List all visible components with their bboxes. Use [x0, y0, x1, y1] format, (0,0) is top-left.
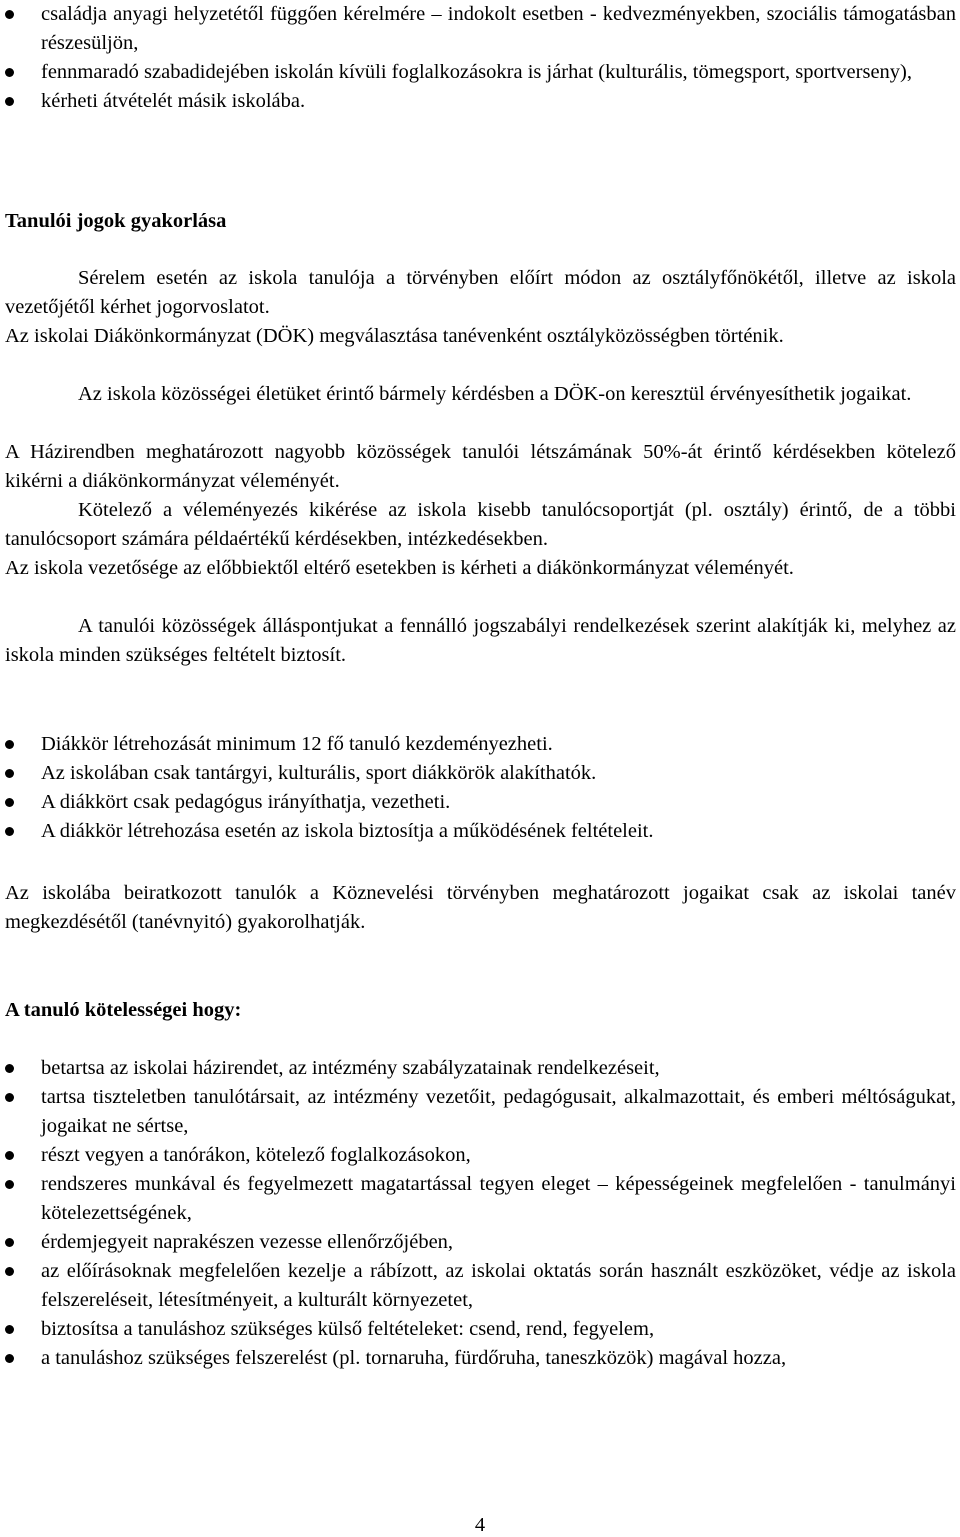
paragraph-communities: A tanulói közösségek álláspontjukat a fennálló jogszabályi rendelkezések szerint alakítják ki, melyhez az iskola minden szükséges feltételt biztosít. [5, 615, 956, 666]
bullet-icon [5, 97, 14, 106]
list-item: érdemjegyeit naprakészen vezesse ellenőrzőjében, [5, 1228, 956, 1257]
bullet-icon [5, 1267, 14, 1276]
list-item: biztosítsa a tanuláshoz szükséges külső feltételeket: csend, rend, fegyelem, [5, 1315, 956, 1344]
bullet-icon [5, 1238, 14, 1247]
list-item: tartsa tiszteletben tanulótársait, az intézmény vezetőit, pedagógusait, alkalmazottait, és emberi méltóságukat, jogaikat ne sértse, [5, 1083, 956, 1141]
bullet-icon [5, 1093, 14, 1102]
bullet-icon [5, 798, 14, 807]
list-item: részt vegyen a tanórákon, kötelező foglalkozásokon, [5, 1141, 956, 1170]
bullet-icon [5, 1180, 14, 1189]
paragraph-dok-opinion: A Házirendben meghatározott nagyobb közösségek tanulói létszámának 50%-át érintő kérdésekben kötelező kikérni a diákönkormányzat véleményét. [5, 441, 956, 492]
bullet-icon [5, 68, 14, 77]
list-item: fennmaradó szabadidejében iskolán kívüli foglalkozásokra is járhat (kulturális, tömegsport, sportverseny), [5, 58, 956, 87]
list-item: betartsa az iskolai házirendet, az intézmény szabályzatainak rendelkezéseit, [5, 1054, 956, 1083]
rights-bullet-list [5, 0, 956, 116]
section-heading-rights: Tanulói jogok gyakorlása [5, 210, 227, 232]
list-item: a tanuláshoz szükséges felszerelést (pl. tornaruha, fürdőruha, taneszközök) magával hozza, [5, 1344, 956, 1373]
bullet-icon [5, 1325, 14, 1334]
list-item: az előírásoknak megfelelően kezelje a rábízott, az iskolai oktatás során használt eszközöket, védje az iskola felszereléseit, létesítményeit, a kulturált környezetet, [5, 1257, 956, 1315]
bullet-icon [5, 1354, 14, 1363]
bullet-icon [5, 827, 14, 836]
list-item: kérheti átvételét másik iskolába. [5, 87, 956, 116]
section-heading-duties: A tanuló kötelességei hogy: [5, 999, 242, 1021]
bullet-icon [5, 1064, 14, 1073]
list-item: családja anyagi helyzetétől függően kérelmére – indokolt esetben - kedvezményekben, szociális támogatásban részesüljön, [5, 0, 956, 58]
bullet-icon [5, 10, 14, 19]
bullet-icon [5, 769, 14, 778]
duties-bullet-list [5, 1054, 956, 1373]
club-bullet-list [5, 730, 956, 846]
bullet-icon [5, 1151, 14, 1160]
paragraph-dok-election: Az iskolai Diákönkormányzat (DÖK) megválasztása tanévenként osztályközösségben történik. [5, 325, 784, 347]
paragraph-management: Az iskola vezetősége az előbbiektől eltérő esetekben is kérheti a diákönkormányzat véleményét. [5, 557, 794, 579]
paragraph-enrollment: Az iskolába beiratkozott tanulók a Köznevelési törvényben meghatározott jogaikat csak az iskolai tanév megkezdésétől (tanévnyitó) gyakorolhatják. [5, 882, 956, 933]
page-number: 4 [474, 1514, 486, 1536]
list-item: Diákkör létrehozását minimum 12 fő tanuló kezdeményezheti. [5, 730, 956, 759]
list-item: A diákkört csak pedagógus irányíthatja, vezetheti. [5, 788, 956, 817]
list-item: Az iskolában csak tantárgyi, kulturális, sport diákkörök alakíthatók. [5, 759, 956, 788]
paragraph-dok-rights: Az iskola közösségei életüket érintő bármely kérdésben a DÖK-on keresztül érvényesíthetik jogaikat. [78, 383, 912, 405]
paragraph-consultation: Kötelező a véleményezés kikérése az iskola kisebb tanulócsoportját (pl. osztály) érintő, de a többi tanulócsoport számára példaértékű kérdésekben, intézkedésekben. [5, 499, 956, 550]
list-item: A diákkör létrehozása esetén az iskola biztosítja a működésének feltételeit. [5, 817, 956, 846]
bullet-icon [5, 740, 14, 749]
paragraph-remedy: Sérelem esetén az iskola tanulója a törvényben előírt módon az osztályfőnökétől, illetve az iskola vezetőjétől kérhet jogorvoslatot. [5, 267, 956, 318]
list-item: rendszeres munkával és fegyelmezett magatartással tegyen eleget – képességeinek megfelelően - tanulmányi kötelezettségének, [5, 1170, 956, 1228]
